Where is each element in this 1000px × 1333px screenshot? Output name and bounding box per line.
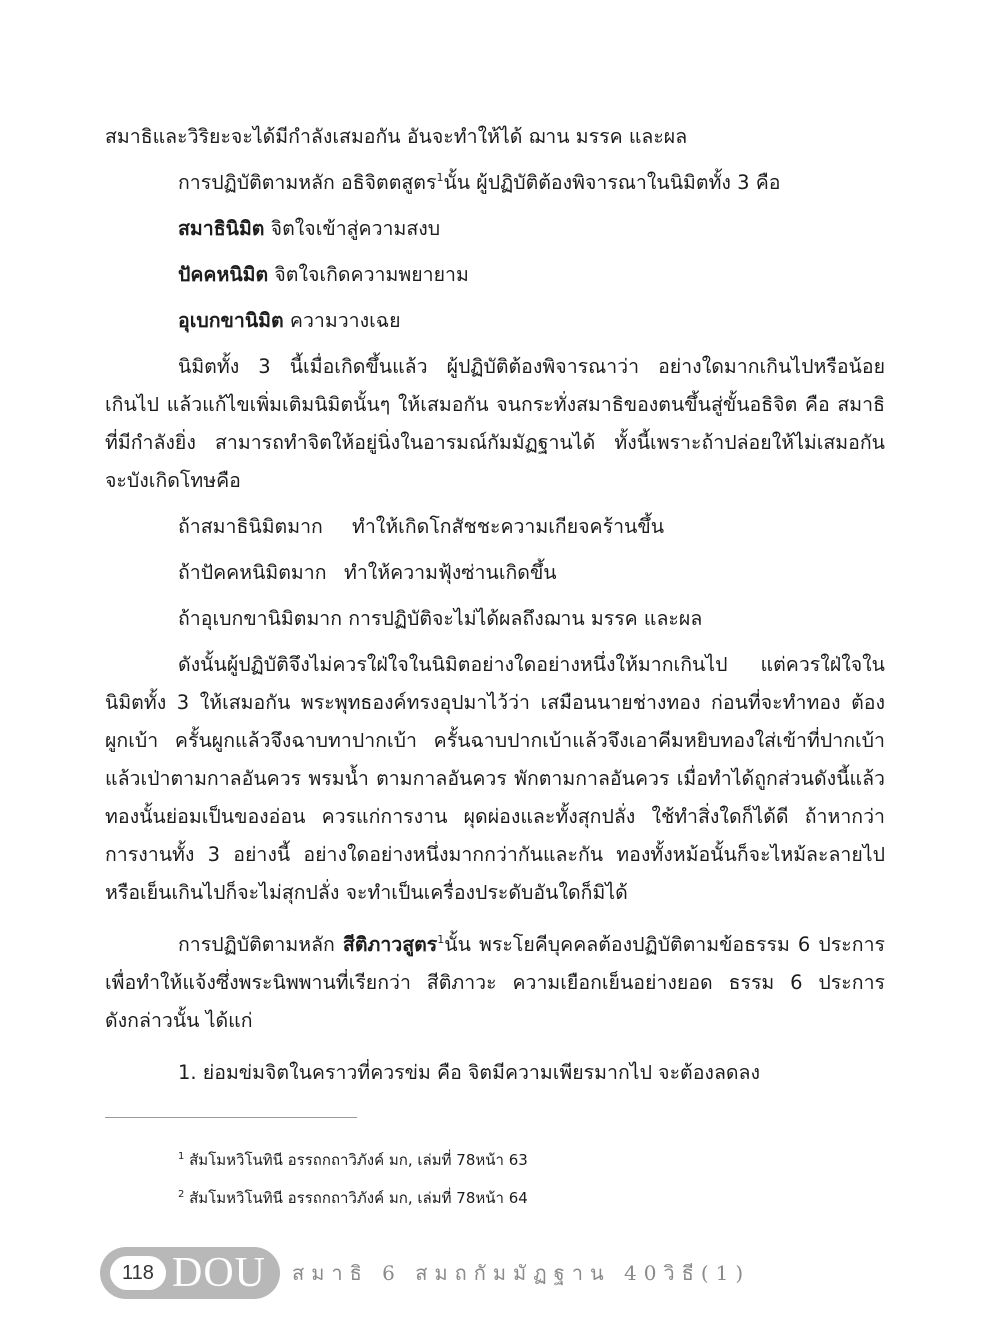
- book-title: สมาธิ 6 สมถกัมมัฏฐาน 40วิธี(1): [292, 1261, 751, 1285]
- paragraph-text: การปฏิบัติตามหลัก: [178, 933, 343, 956]
- paragraph-goldsmith: [105, 646, 885, 912]
- paragraph-text: การปฏิบัติตามหลัก อธิจิตตสูตร: [178, 171, 437, 194]
- paragraph-line: ทองนั้นย่อมเป็นของอ่อน ควรแก่การงาน ผุดผ่องและทั้งสุกปลั่ง ใช้ทำสิ่งใดก็ได้ดี ถ้าหากว่า: [105, 805, 885, 828]
- nimit-item-upekkha: [105, 302, 885, 340]
- fault-cond: ถ้าสมาธินิมิตมาก: [178, 515, 323, 538]
- paragraph-line: แล้วเป่าตามกาลอันควร พรมน้ำ ตามกาลอันควร พักตามกาลอันควร เมื่อทำได้ถูกส่วนดังนี้แล้ว: [105, 767, 885, 790]
- dou-logo: DOU: [172, 1250, 266, 1296]
- paragraph-line: เกินไป แล้วแก้ไขเพิ่มเติมนิมิตนั้นๆ ให้เสมอกัน จนกระทั่งสมาธิของตนขึ้นสู่ขั้นอธิจิต คือ สมาธิ: [105, 393, 885, 416]
- footnote-mark: 2: [178, 1189, 185, 1200]
- footnote: [178, 1148, 528, 1172]
- paragraph-line: นิมิตทั้ง 3 นี้เมื่อเกิดขึ้นแล้ว ผู้ปฏิบัติต้องพิจารณาว่า อย่างใดมากเกินไปหรือน้อย: [178, 355, 885, 378]
- footnote-mark: 1: [178, 1151, 185, 1162]
- page-number: 118: [110, 1256, 166, 1290]
- paragraph-line: [105, 926, 885, 964]
- fault-item-upekkha: ถ้าอุเบกขานิมิตมาก การปฏิบัติจะไม่ได้ผลถึงฌาน มรรค และผล: [178, 607, 703, 630]
- paragraph-text: นั้น ผู้ปฏิบัติต้องพิจารณาในนิมิตทั้ง 3 คือ: [443, 171, 781, 194]
- paragraph-line: เพื่อทำให้แจ้งซึ่งพระนิพพานที่เรียกว่า สีติภาวะ ความเยือกเย็นอย่างยอด ธรรม 6 ประการ: [105, 971, 885, 994]
- footnote-text: สัมโมหวิโนทินี อรรถกถาวิภังค์ มก, เล่มที่ 78หน้า 63: [189, 1151, 528, 1169]
- footnote-ref: 1: [437, 933, 445, 946]
- body-text: [105, 118, 885, 1092]
- paragraph-line: การงานทั้ง 3 อย่างนี้ อย่างใดอย่างหนึ่งมากกว่ากันและกัน ทองทั้งหม้อนั้นก็จะไหม้ละลายไป: [105, 843, 885, 866]
- paragraph-line: ที่มีกำลังยิ่ง สามารถทำจิตให้อยู่นิ่งในอารมณ์กัมมัฏฐานได้ ทั้งนี้เพราะถ้าปล่อยให้ไม่เสมอกัน: [105, 431, 885, 454]
- nimit-term: สมาธินิมิต: [178, 217, 265, 240]
- paragraph-line: หรือเย็นเกินไปก็จะไม่สุกปลั่ง จะทำเป็นเครื่องประดับอันใดก็มิได้: [105, 881, 628, 904]
- footnote-text: สัมโมหวิโนทินี อรรถกถาวิภังค์ มก, เล่มที่ 78หน้า 64: [189, 1189, 528, 1207]
- footer-badge: [100, 1247, 280, 1299]
- nimit-desc: จิตใจเกิดความพยายาม: [268, 263, 469, 286]
- paragraph-line: ดังกล่าวนั้น ได้แก่: [105, 1009, 253, 1032]
- footnote-divider: [105, 1117, 357, 1118]
- nimit-item-paggaha: [105, 256, 885, 294]
- paragraph-adhicitta: [105, 164, 885, 202]
- sutta-name: สีติภาวสูตร: [342, 933, 438, 956]
- paragraph-line: นิมิตทั้ง 3 ให้เสมอกัน พระพุทธองค์ทรงอุปมาไว้ว่า เสมือนนายช่างทอง ก่อนที่จะทำทอง ต้อง: [105, 691, 885, 714]
- paragraph-line: จะบังเกิดโทษคือ: [105, 469, 241, 492]
- footnote: [178, 1186, 528, 1210]
- nimit-term: ปัคคหนิมิต: [178, 263, 269, 286]
- paragraph-line: ดังนั้นผู้ปฏิบัติจึงไม่ควรใฝ่ใจในนิมิตอย่างใดอย่างหนึ่งให้มากเกินไป แต่ควรใฝ่ใจใน: [178, 653, 885, 676]
- nimit-term: อุเบกขานิมิต: [178, 309, 284, 332]
- nimit-desc: ความวางเฉย: [283, 309, 401, 332]
- paragraph-continuation: สมาธิและวิริยะจะได้มีกำลังเสมอกัน อันจะทำให้ได้ ฌาน มรรค และผล: [105, 125, 688, 148]
- nimit-item-samadhi: [105, 210, 885, 248]
- fault-result: ทำให้ความฟุ้งซ่านเกิดขึ้น: [344, 561, 557, 584]
- fault-item-paggaha: [105, 554, 885, 592]
- fault-cond: ถ้าปัคคหนิมิตมาก: [178, 561, 327, 584]
- fault-result: ทำให้เกิดโกสัชชะความเกียจคร้านขึ้น: [352, 515, 665, 538]
- paragraph-balance: [105, 348, 885, 500]
- footnote-ref: 1: [436, 171, 444, 184]
- paragraph-sitibhava: [105, 926, 885, 1040]
- list-item: 1. ย่อมข่มจิตในคราวที่ควรข่ม คือ จิตมีความเพียรมากไป จะต้องลดลง: [178, 1061, 761, 1084]
- fault-item-samadhi: [105, 508, 885, 546]
- paragraph-text: นั้น พระโยคีบุคคลต้องปฏิบัติตามข้อธรรม 6 ประการ: [444, 933, 885, 956]
- page-footer: [100, 1247, 751, 1299]
- paragraph-line: ผูกเบ้า ครั้นผูกแล้วจึงฉาบทาปากเบ้า ครั้นฉาบปากเบ้าแล้วจึงเอาคีมหยิบทองใส่เข้าที่ปากเบ้า: [105, 729, 885, 752]
- nimit-desc: จิตใจเข้าสู่ความสงบ: [264, 217, 441, 240]
